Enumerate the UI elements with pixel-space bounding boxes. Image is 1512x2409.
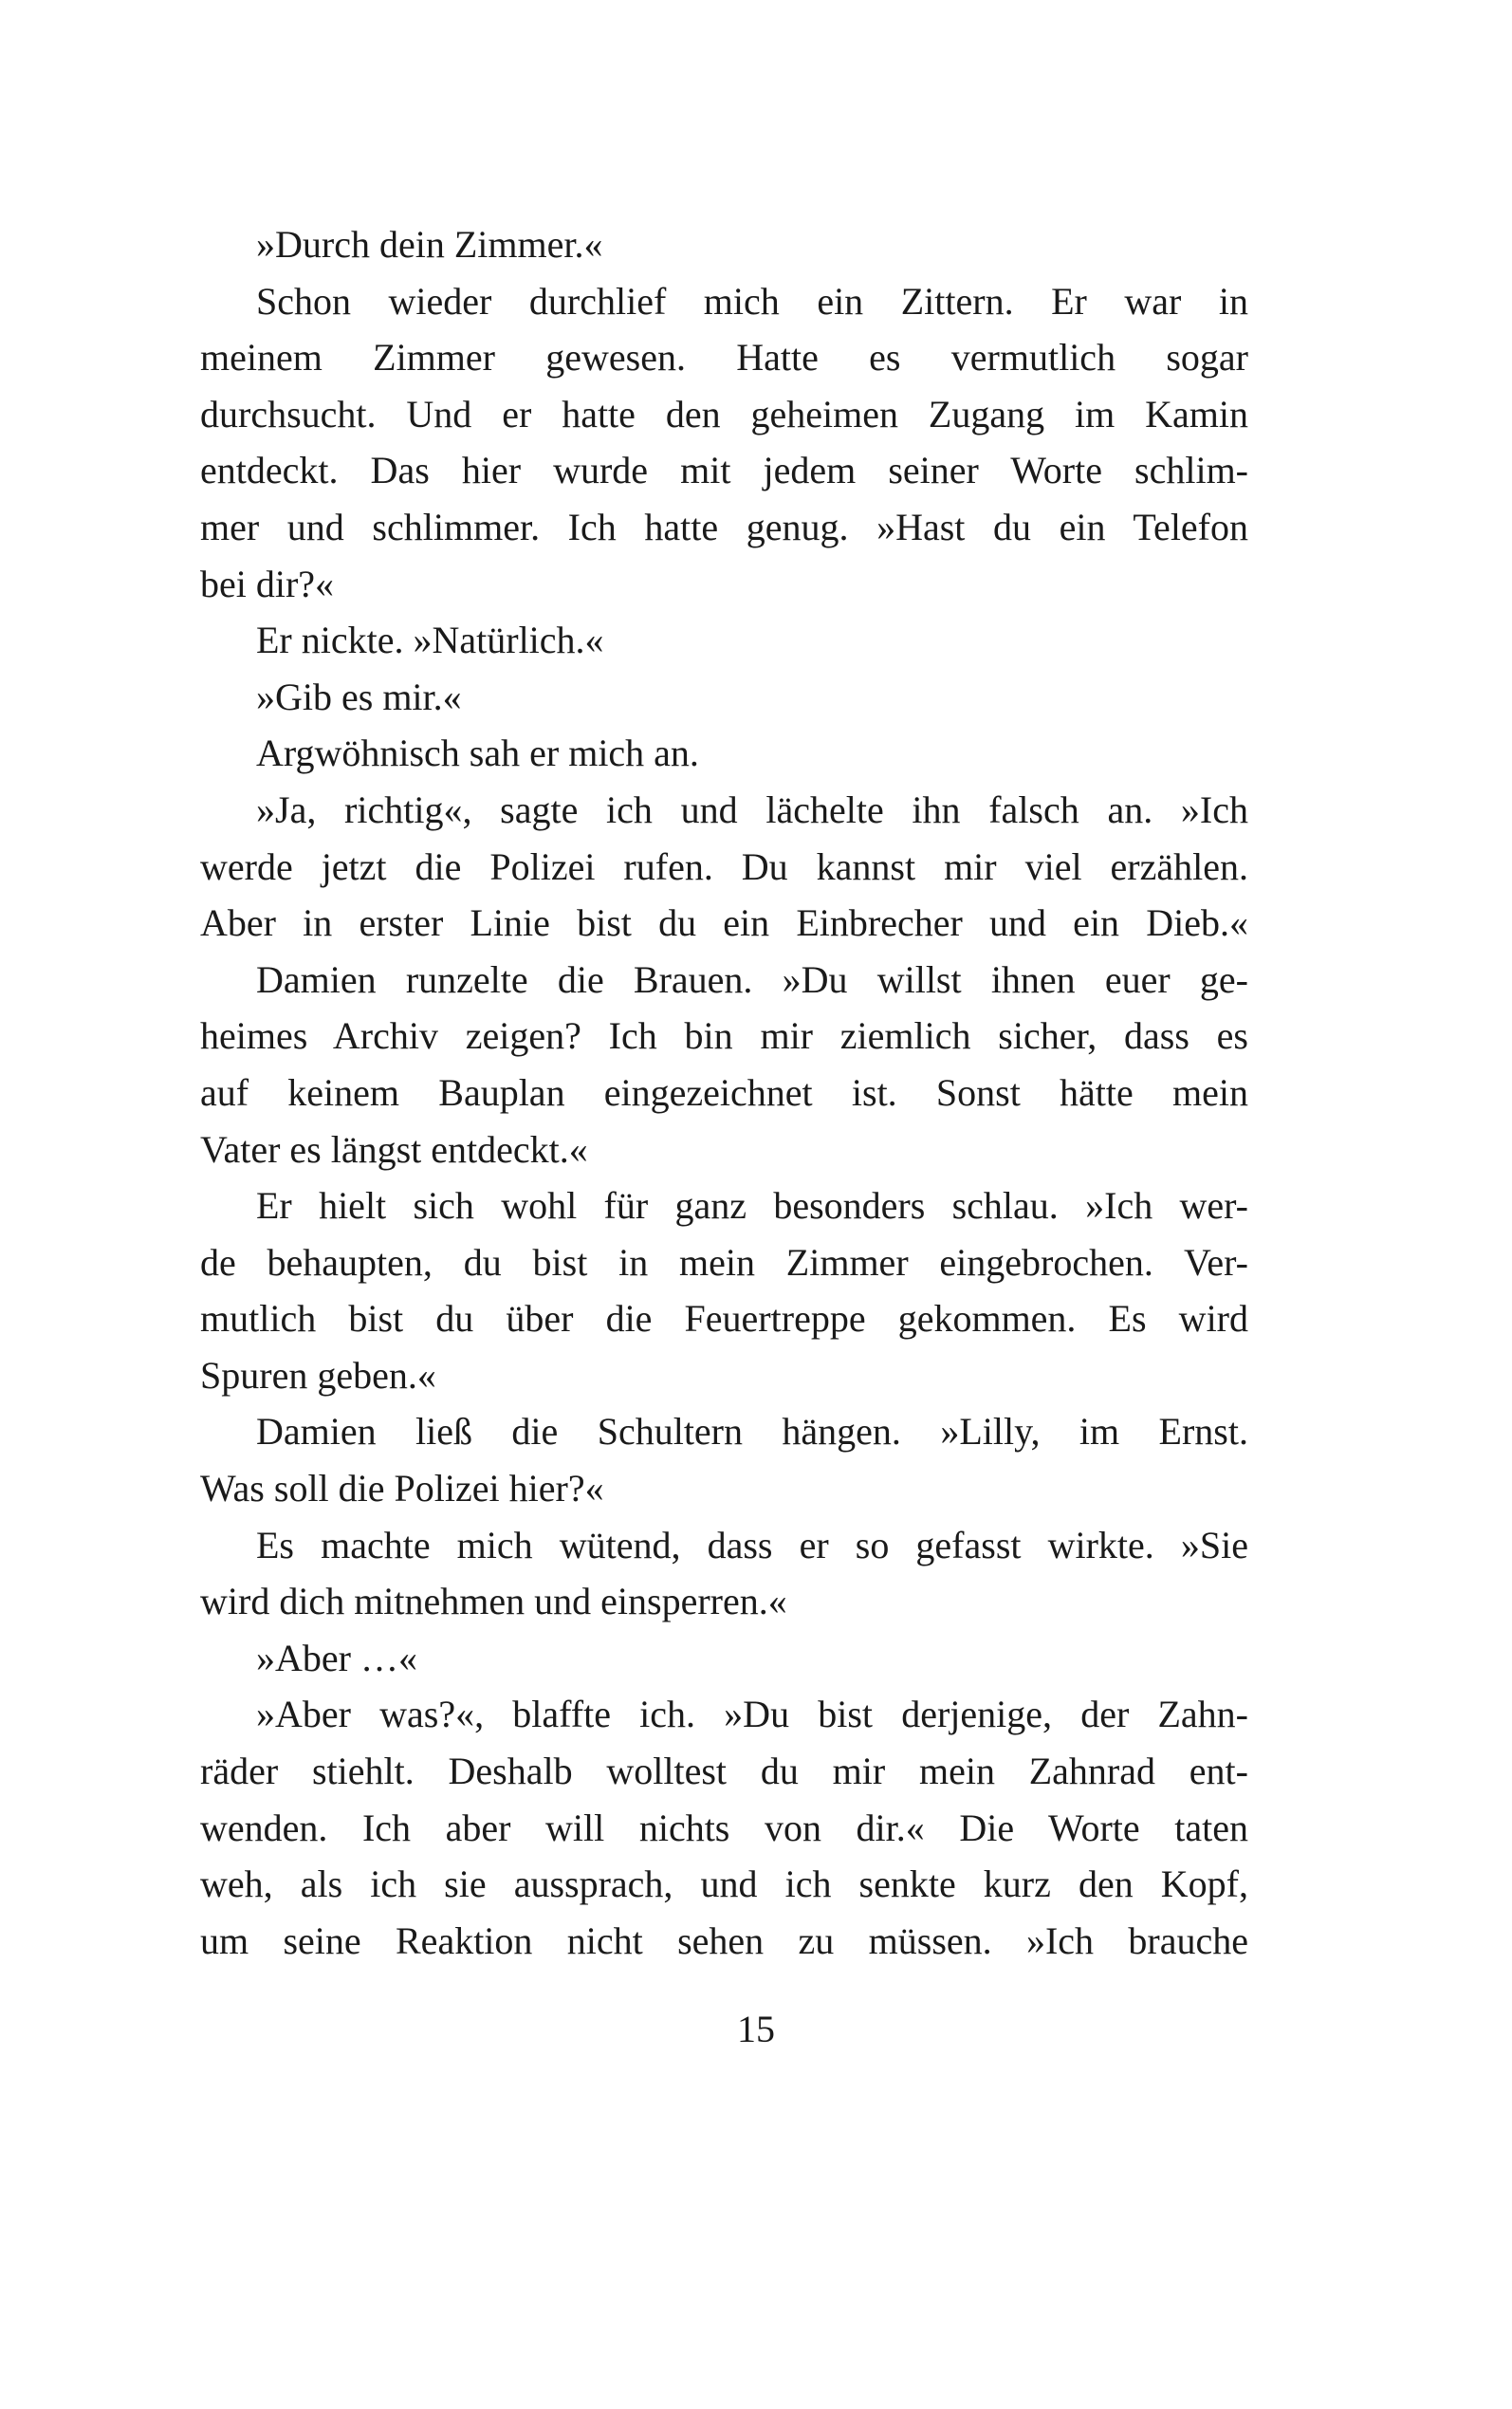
- text-line: werde jetzt die Polizei rufen. Du kannst mir viel erzählen.: [200, 844, 1248, 888]
- text-line: Er hielt sich wohl für ganz besonders schlau. »Ich wer-: [256, 1184, 1248, 1228]
- text-line: Es machte mich wütend, dass er so gefasst wirkte. »Sie: [256, 1523, 1248, 1566]
- text-line: Was soll die Polizei hier?«: [200, 1467, 604, 1510]
- body-text: [200, 216, 1248, 1969]
- text-line: »Durch dein Zimmer.«: [256, 223, 603, 266]
- text-line: durchsucht. Und er hatte den geheimen Zugang im Kamin: [200, 392, 1248, 435]
- text-line: Vater es längst entdeckt.«: [200, 1127, 588, 1171]
- text-line: de behaupten, du bist in mein Zimmer eingebrochen. Ver-: [200, 1240, 1248, 1284]
- text-line: weh, als ich sie aussprach, und ich senkte kurz den Kopf,: [200, 1862, 1248, 1906]
- text-line: wenden. Ich aber will nichts von dir.« Die Worte taten: [200, 1806, 1248, 1849]
- text-line: »Aber …«: [256, 1636, 417, 1679]
- text-line: auf keinem Bauplan eingezeichnet ist. Sonst hätte mein: [200, 1070, 1248, 1114]
- text-line: mer und schlimmer. Ich hatte genug. »Hast du ein Telefon: [200, 505, 1248, 548]
- text-line: räder stiehlt. Deshalb wolltest du mir mein Zahnrad ent-: [200, 1750, 1248, 1793]
- text-line: wird dich mitnehmen und einsperren.«: [200, 1580, 787, 1623]
- text-line: Damien ließ die Schultern hängen. »Lilly, im Ernst.: [256, 1410, 1248, 1454]
- text-line: entdeckt. Das hier wurde mit jedem seiner Worte schlim-: [200, 449, 1248, 492]
- text-line: »Aber was?«, blaffte ich. »Du bist derjenige, der Zahn-: [256, 1693, 1248, 1736]
- text-line: Damien runzelte die Brauen. »Du willst ihnen euer ge-: [256, 957, 1248, 1001]
- text-line: Aber in erster Linie bist du ein Einbrecher und ein Dieb.«: [200, 901, 1248, 945]
- text-line: Er nickte. »Natürlich.«: [256, 619, 604, 662]
- text-line: Argwöhnisch sah er mich an.: [256, 732, 699, 775]
- text-line: Spuren geben.«: [200, 1353, 436, 1397]
- text-line: meinem Zimmer gewesen. Hatte es vermutlich sogar: [200, 336, 1248, 380]
- text-line: »Ja, richtig«, sagte ich und lächelte ihn falsch an. »Ich: [256, 788, 1248, 831]
- text-line: »Gib es mir.«: [256, 675, 462, 718]
- text-line: bei dir?«: [200, 562, 335, 605]
- text-line: mutlich bist du über die Feuertreppe gekommen. Es wird: [200, 1297, 1248, 1341]
- text-line: Schon wieder durchlief mich ein Zittern. Er war in: [256, 279, 1248, 323]
- text-line: um seine Reaktion nicht sehen zu müssen. »Ich brauche: [200, 1918, 1248, 1962]
- text-line: heimes Archiv zeigen? Ich bin mir ziemlich sicher, dass es: [200, 1014, 1248, 1058]
- page-number: 15: [737, 2008, 775, 2050]
